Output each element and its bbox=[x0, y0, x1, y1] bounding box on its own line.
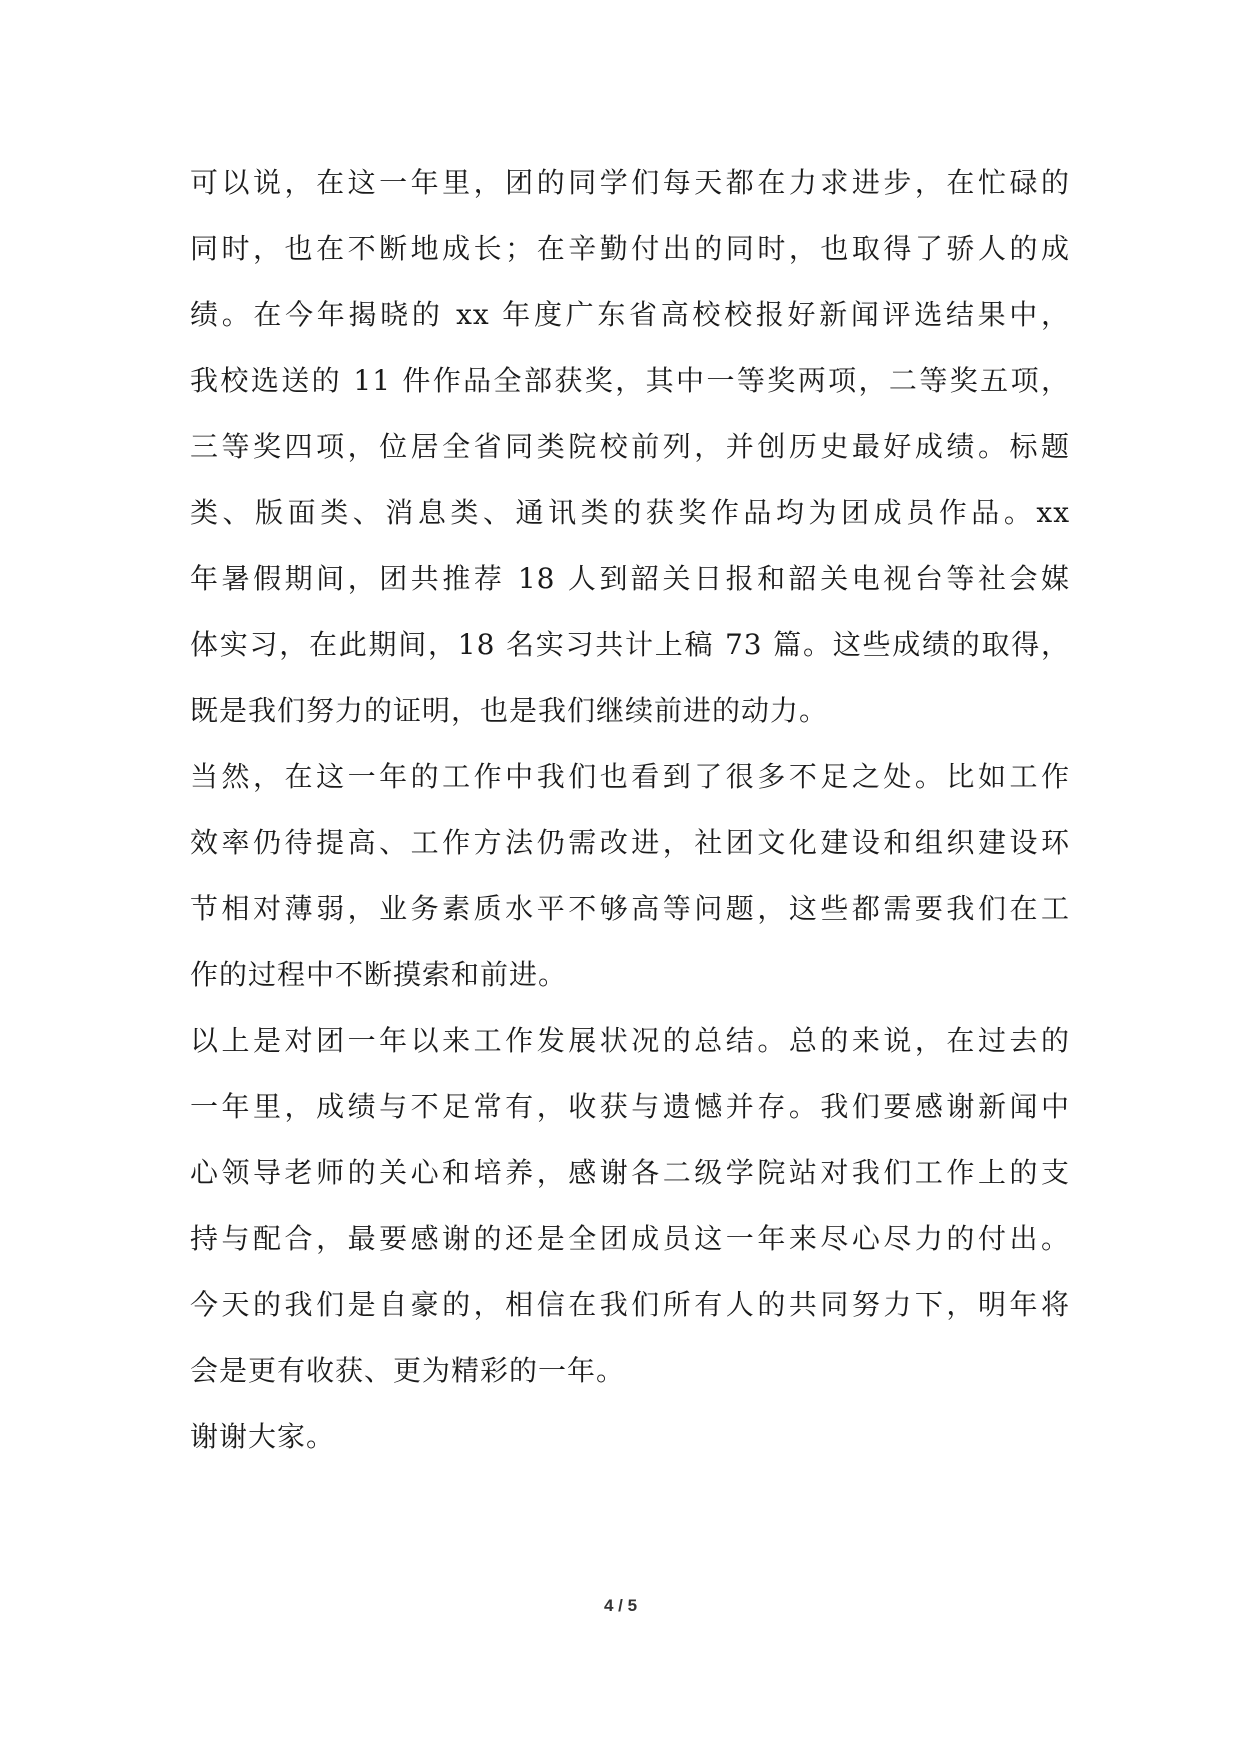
text-line: 体实习，在此期间，18 名实习共计上稿 73 篇。这些成绩的取得， bbox=[190, 628, 1070, 661]
text-line: 今天的我们是自豪的，相信在我们所有人的共同努力下，明年将 bbox=[190, 1288, 1070, 1321]
text-line: 既是我们努力的证明，也是我们继续前进的动力。 bbox=[190, 694, 829, 727]
text-line: 会是更有收获、更为精彩的一年。 bbox=[190, 1354, 626, 1387]
text-line: 三等奖四项，位居全省同类院校前列，并创历史最好成绩。标题 bbox=[190, 430, 1070, 463]
text-line: 效率仍待提高、工作方法仍需改进，社团文化建设和组织建设环 bbox=[190, 826, 1070, 859]
text-line: 谢谢大家。 bbox=[190, 1420, 336, 1453]
text-line: 可以说，在这一年里，团的同学们每天都在力求进步，在忙碌的 bbox=[190, 166, 1070, 199]
body-text bbox=[190, 150, 1070, 1470]
text-line: 持与配合，最要感谢的还是全团成员这一年来尽心尽力的付出。 bbox=[190, 1222, 1070, 1255]
text-line: 作的过程中不断摸索和前进。 bbox=[190, 958, 568, 991]
text-line: 当然，在这一年的工作中我们也看到了很多不足之处。比如工作 bbox=[190, 760, 1070, 793]
text-line: 节相对薄弱，业务素质水平不够高等问题，这些都需要我们在工 bbox=[190, 892, 1070, 925]
text-line: 一年里，成绩与不足常有，收获与遗憾并存。我们要感谢新闻中 bbox=[190, 1090, 1070, 1123]
page-number: 4 / 5 bbox=[603, 1596, 638, 1615]
text-line: 类、版面类、消息类、通讯类的获奖作品均为团成员作品。xx bbox=[190, 496, 1070, 529]
text-line: 我校选送的 11 件作品全部获奖，其中一等奖两项，二等奖五项， bbox=[190, 364, 1070, 397]
text-line: 年暑假期间，团共推荐 18 人到韶关日报和韶关电视台等社会媒 bbox=[190, 562, 1070, 595]
text-line: 绩。在今年揭晓的 xx 年度广东省高校校报好新闻评选结果中， bbox=[190, 298, 1070, 331]
text-line: 以上是对团一年以来工作发展状况的总结。总的来说，在过去的 bbox=[190, 1024, 1070, 1057]
text-line: 同时，也在不断地成长；在辛勤付出的同时，也取得了骄人的成 bbox=[190, 232, 1070, 265]
text-line: 心领导老师的关心和培养，感谢各二级学院站对我们工作上的支 bbox=[190, 1156, 1070, 1189]
